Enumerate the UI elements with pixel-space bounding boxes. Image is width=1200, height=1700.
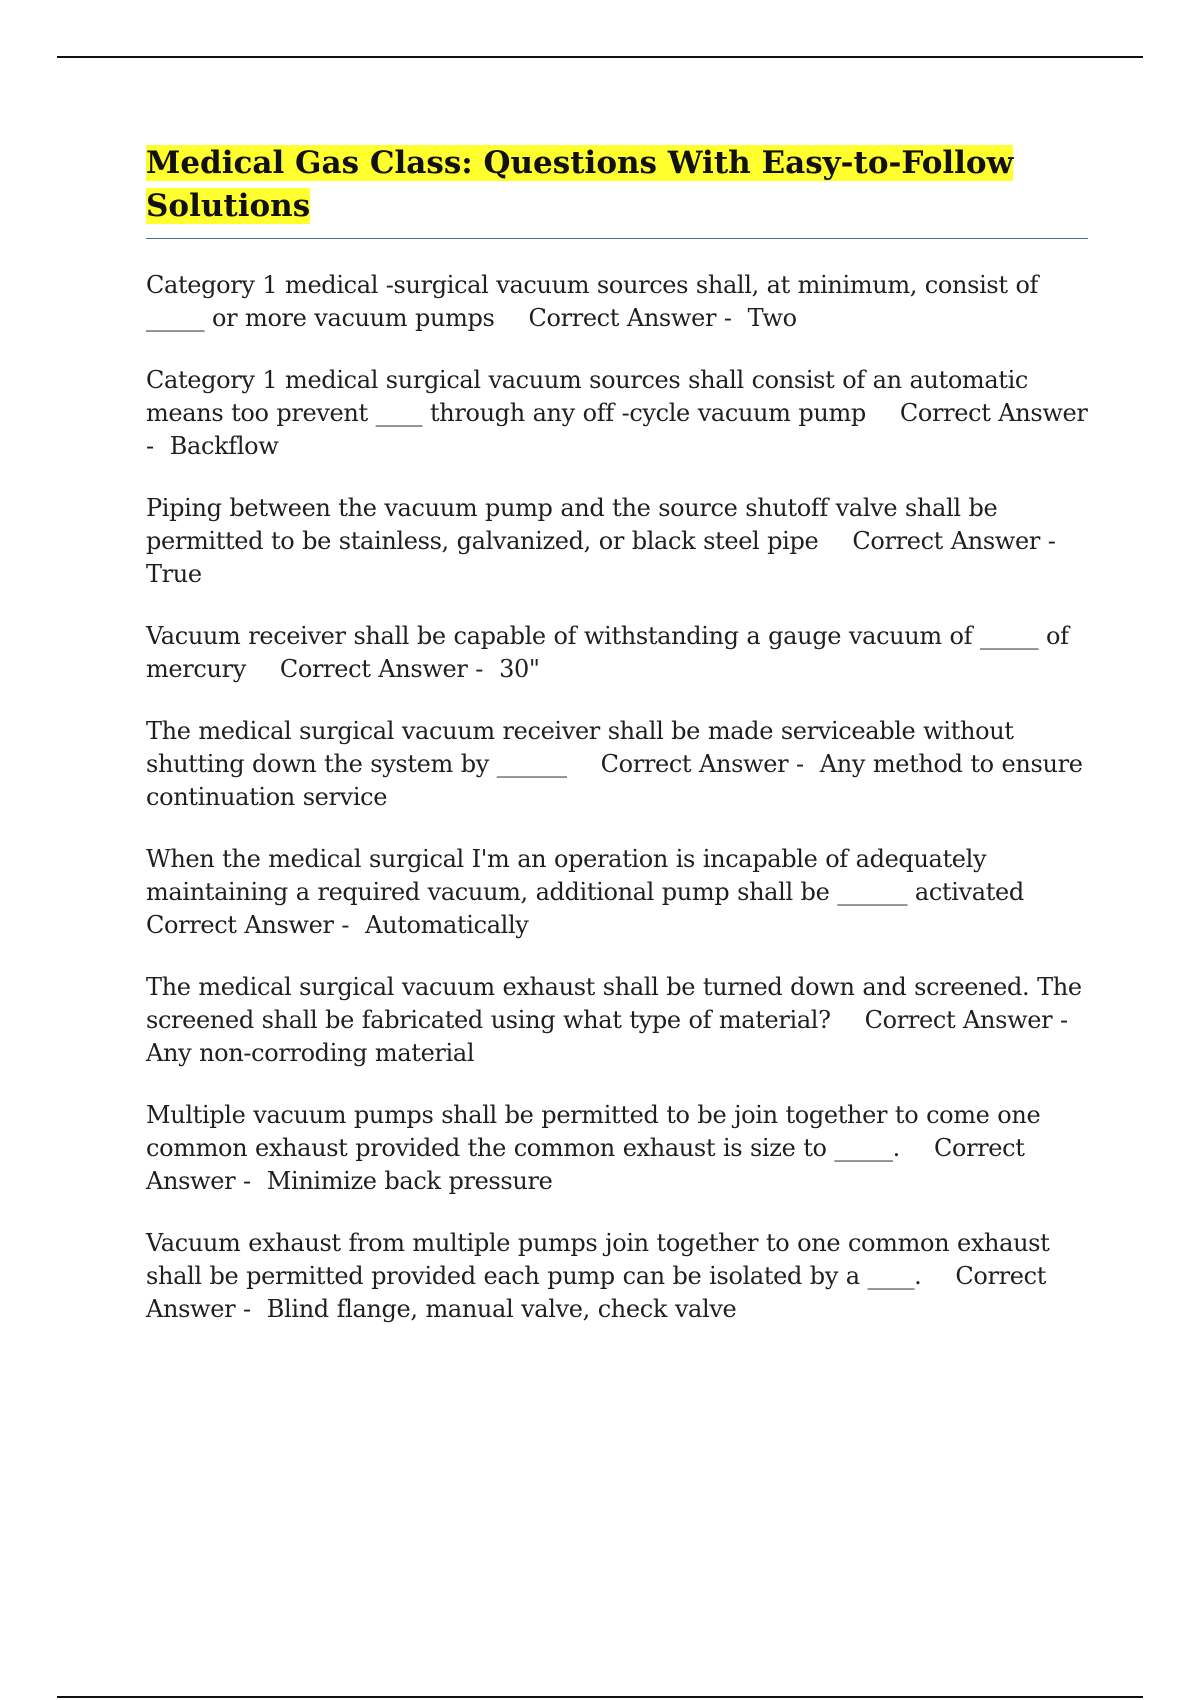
- document-title-text: Medical Gas Class: Questions With Easy-to-Follow Solutions: [146, 145, 1014, 224]
- answer-text: 30": [499, 655, 540, 683]
- answer-text: Minimize back pressure: [266, 1167, 553, 1195]
- page-top-rule: [57, 56, 1143, 58]
- qa-list: [146, 269, 1088, 1326]
- qa-item: [146, 843, 1088, 942]
- qa-item: [146, 364, 1088, 463]
- qa-item: [146, 492, 1088, 591]
- answer-text: Any non-corroding material: [146, 1039, 475, 1067]
- question-text: Category 1 medical surgical vacuum sources shall consist of an automatic means too prevent ____ through any off -cycle vacuum pump: [146, 366, 1029, 427]
- qa-item: [146, 1227, 1088, 1326]
- answer-text: Any method to ensure continuation service: [146, 750, 1083, 811]
- qa-item: [146, 715, 1088, 814]
- answer-text: Two: [747, 304, 797, 332]
- question-text: When the medical surgical I'm an operation is incapable of adequately maintaining a required vacuum, additional pump shall be ______ activated: [146, 845, 1024, 906]
- answer-label: Correct Answer -: [146, 1134, 1025, 1195]
- answer-text: Automatically: [365, 911, 529, 939]
- answer-text: True: [146, 560, 202, 588]
- answer-label: Correct Answer -: [852, 527, 1056, 555]
- qa-item: [146, 269, 1088, 335]
- answer-label: Correct Answer -: [146, 1262, 1047, 1323]
- answer-label: Correct Answer -: [528, 304, 732, 332]
- question-text: Vacuum receiver shall be capable of withstanding a gauge vacuum of _____ of mercury: [146, 622, 1069, 683]
- answer-label: Correct Answer -: [146, 911, 350, 939]
- question-text: The medical surgical vacuum exhaust shall be turned down and screened. The screened shall be fabricated using what type of material?: [146, 973, 1082, 1034]
- title-underline: [146, 238, 1088, 239]
- answer-label: Correct Answer -: [600, 750, 804, 778]
- answer-text: Blind flange, manual valve, check valve: [266, 1295, 737, 1323]
- question-text: Multiple vacuum pumps shall be permitted to be join together to come one common exhaust provided the common exhaust is size to _____.: [146, 1101, 1041, 1162]
- document-title: [146, 142, 1088, 228]
- answer-text: Backflow: [169, 432, 279, 460]
- answer-label: Correct Answer -: [279, 655, 484, 683]
- question-text: Vacuum exhaust from multiple pumps join together to one common exhaust shall be permitted provided each pump can be isolated by a ____.: [146, 1229, 1050, 1290]
- page-bottom-rule: [57, 1696, 1143, 1698]
- qa-item: [146, 620, 1088, 686]
- question-text: The medical surgical vacuum receiver shall be made serviceable without shutting down the system by ______: [146, 717, 1014, 778]
- question-text: Category 1 medical -surgical vacuum sources shall, at minimum, consist of _____ or more vacuum pumps: [146, 271, 1039, 332]
- qa-item: [146, 971, 1088, 1070]
- question-text: Piping between the vacuum pump and the source shutoff valve shall be permitted to be stainless, galvanized, or black steel pipe: [146, 494, 998, 555]
- qa-item: [146, 1099, 1088, 1198]
- document-body: [146, 142, 1088, 1355]
- answer-label: Correct Answer -: [146, 399, 1088, 460]
- answer-label: Correct Answer -: [864, 1006, 1068, 1034]
